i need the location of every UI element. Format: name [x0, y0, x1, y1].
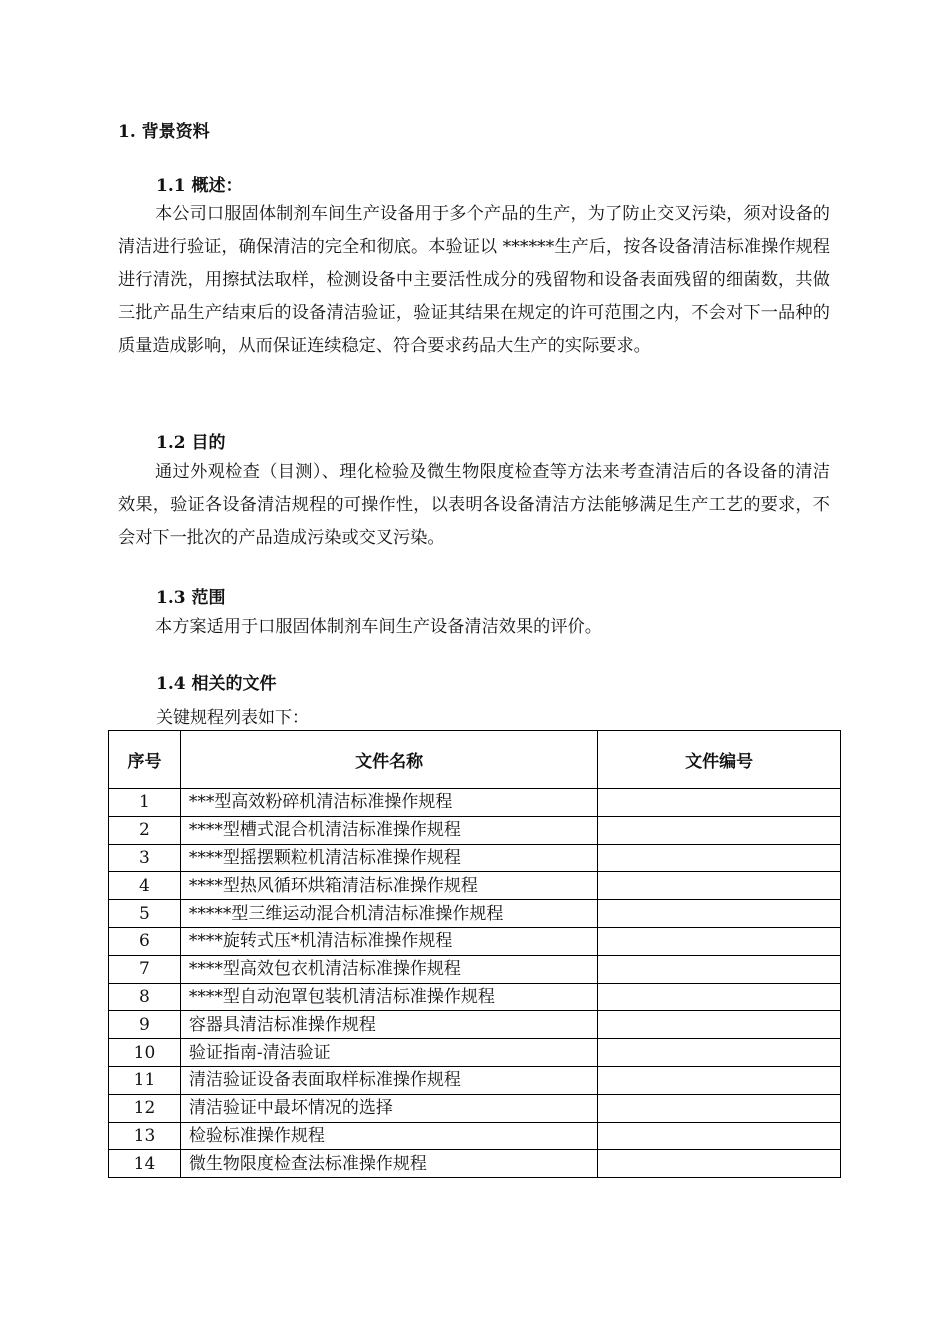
row-file-name: 清洁验证中最坏情况的选择	[180, 1094, 597, 1122]
row-file-code	[598, 816, 841, 844]
row-file-name: 检验标准操作规程	[180, 1122, 597, 1150]
table-body	[109, 789, 841, 1178]
row-file-code	[598, 900, 841, 928]
row-file-name: ****型槽式混合机清洁标准操作规程	[180, 816, 597, 844]
section-1-3-heading: 1.3 范围	[156, 588, 226, 608]
row-serial: 14	[109, 1150, 181, 1178]
row-serial: 5	[109, 900, 181, 928]
row-file-code	[598, 1122, 841, 1150]
table-row	[109, 1039, 841, 1067]
table-row	[109, 955, 841, 983]
row-serial: 3	[109, 844, 181, 872]
row-file-code	[598, 1150, 841, 1178]
section-1-4-heading: 1.4 相关的文件	[156, 674, 277, 694]
row-file-code	[598, 1094, 841, 1122]
row-file-code	[598, 844, 841, 872]
row-serial: 11	[109, 1066, 181, 1094]
row-serial: 13	[109, 1122, 181, 1150]
table-intro: 关键规程列表如下：	[156, 708, 309, 728]
header-file-code: 文件编号	[598, 731, 841, 789]
table-row	[109, 844, 841, 872]
table-row	[109, 1094, 841, 1122]
row-file-code	[598, 1039, 841, 1067]
table-row	[109, 983, 841, 1011]
row-serial: 12	[109, 1094, 181, 1122]
row-file-code	[598, 927, 841, 955]
row-serial: 2	[109, 816, 181, 844]
row-serial: 8	[109, 983, 181, 1011]
section-1-2-paragraph: 通过外观检查（目测）、理化检验及微生物限度检查等方法来考查清洁后的各设备的清洁效果，验证各设备清洁规程的可操作性，以表明各设备清洁方法能够满足生产工艺的要求，不会对下一批次的产品造成污染或交叉污染。	[118, 462, 830, 548]
section-1-1-heading: 1.1 概述：	[156, 176, 243, 196]
row-file-name: 验证指南-清洁验证	[180, 1039, 597, 1067]
table-row	[109, 1066, 841, 1094]
row-serial: 6	[109, 927, 181, 955]
row-file-name: 容器具清洁标准操作规程	[180, 1011, 597, 1039]
row-file-name: ****型自动泡罩包装机清洁标准操作规程	[180, 983, 597, 1011]
section-1-heading: 1. 背景资料	[118, 122, 210, 142]
row-file-name: ****旋转式压*机清洁标准操作规程	[180, 927, 597, 955]
table-header-row	[109, 731, 841, 789]
table-row	[109, 1122, 841, 1150]
table-row	[109, 816, 841, 844]
row-file-name: ***型高效粉碎机清洁标准操作规程	[180, 789, 597, 817]
section-1-3-paragraph: 本方案适用于口服固体制剂车间生产设备清洁效果的评价。	[155, 617, 602, 637]
table-row	[109, 1150, 841, 1178]
table-row	[109, 927, 841, 955]
row-serial: 4	[109, 872, 181, 900]
row-file-code	[598, 789, 841, 817]
header-serial: 序号	[109, 731, 181, 789]
table-row	[109, 1011, 841, 1039]
row-file-name: ****型高效包衣机清洁标准操作规程	[180, 955, 597, 983]
row-serial: 1	[109, 789, 181, 817]
row-file-code	[598, 983, 841, 1011]
row-file-code	[598, 1066, 841, 1094]
row-serial: 9	[109, 1011, 181, 1039]
table-row	[109, 872, 841, 900]
header-file-name: 文件名称	[180, 731, 597, 789]
row-file-name: ****型摇摆颗粒机清洁标准操作规程	[180, 844, 597, 872]
row-file-name: *****型三维运动混合机清洁标准操作规程	[180, 900, 597, 928]
table-row	[109, 789, 841, 817]
row-file-name: 清洁验证设备表面取样标准操作规程	[180, 1066, 597, 1094]
row-serial: 7	[109, 955, 181, 983]
row-file-code	[598, 872, 841, 900]
table-row	[109, 900, 841, 928]
row-file-name: 微生物限度检查法标准操作规程	[180, 1150, 597, 1178]
section-1-1-paragraph: 本公司口服固体制剂车间生产设备用于多个产品的生产，为了防止交叉污染，须对设备的清洁进行验证，确保清洁的完全和彻底。本验证以 ******生产后，按各设备清洁标准操作规程进行清洗，用擦拭法取样，检测设备中主要活性成分的残留物和设备表面残留的细菌数，共做三批产品生产结束后的设备清洁验证，验证其结果在规定的许可范围之内，不会对下一品种的质量造成影响，从而保证连续稳定、符合要求药品大生产的实际要求。	[118, 204, 830, 356]
row-file-name: ****型热风循环烘箱清洁标准操作规程	[180, 872, 597, 900]
row-serial: 10	[109, 1039, 181, 1067]
row-file-code	[598, 1011, 841, 1039]
row-file-code	[598, 955, 841, 983]
related-documents-table	[108, 730, 841, 1178]
section-1-2-heading: 1.2 目的	[156, 433, 226, 453]
